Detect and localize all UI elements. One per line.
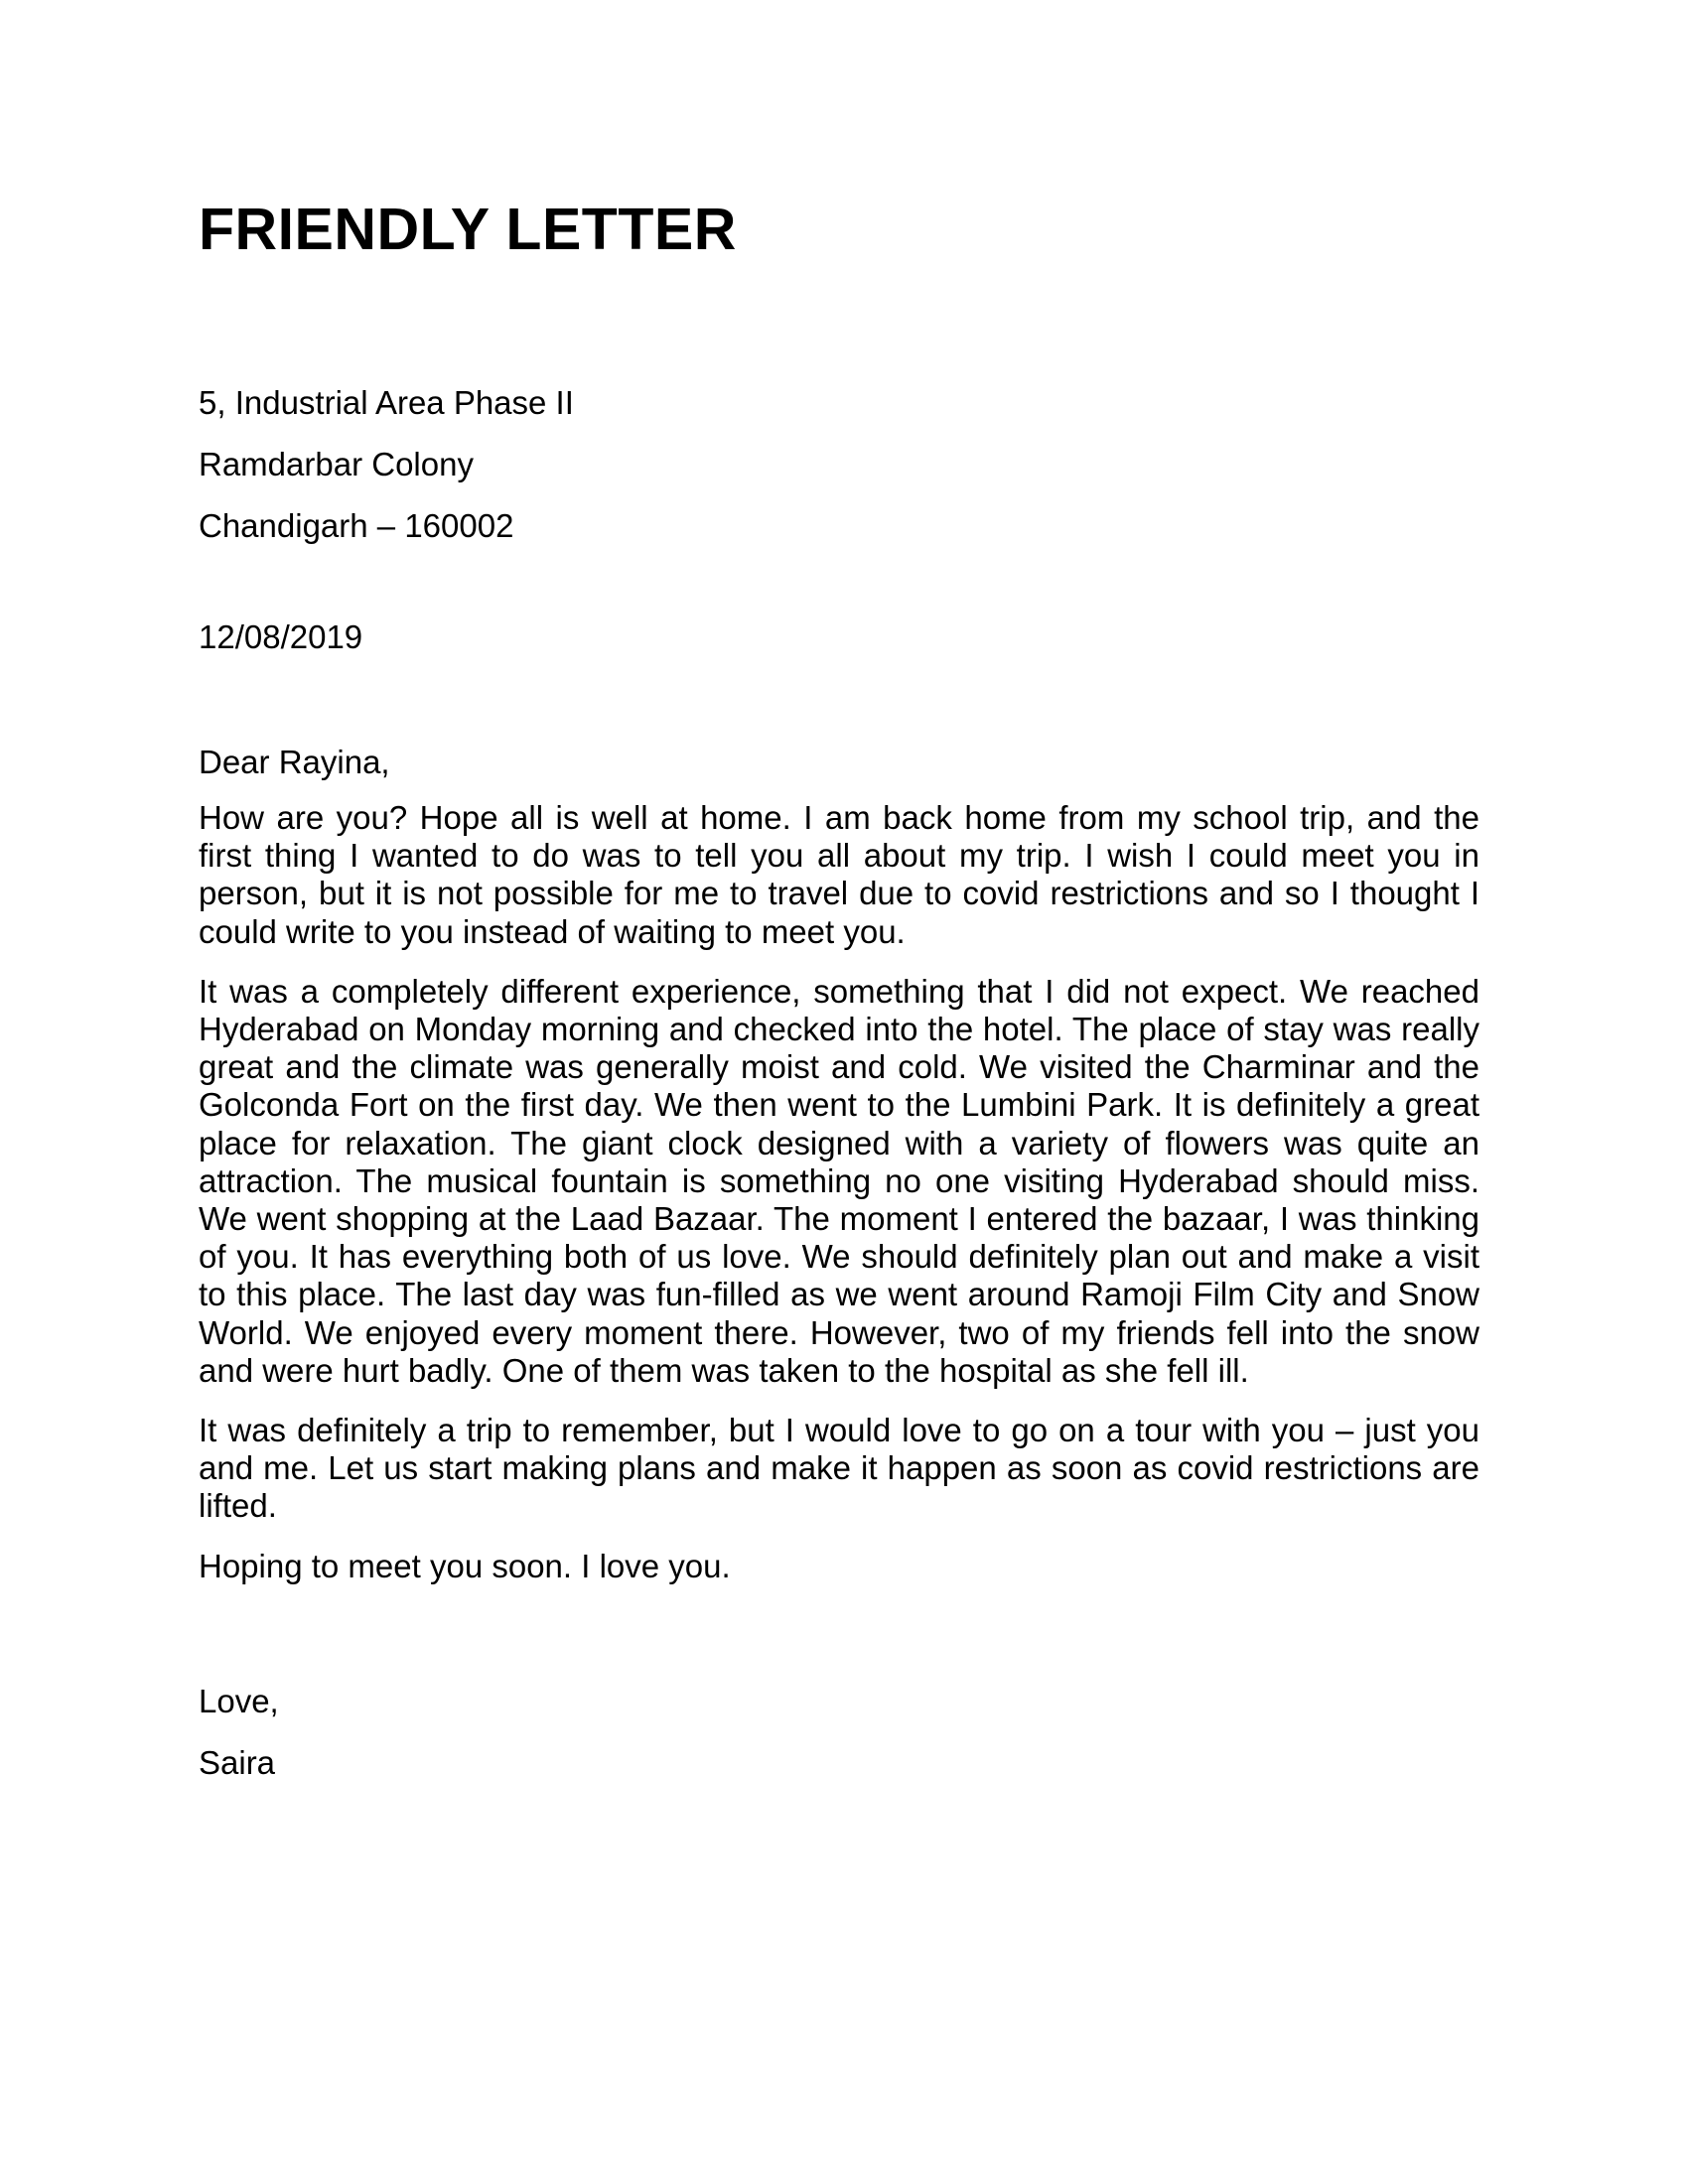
salutation: Dear Rayina, [199,744,390,780]
signature: Saira [199,1744,276,1781]
sender-address [199,372,574,557]
body-paragraph: It was definitely a trip to remember, but I would love to go on a tour with you – just you and me. Let us start making plans and make it happen as soon as covid restrictions are lifted. [199,1412,1479,1525]
closing-phrase: Love, [199,1683,279,1719]
address-line: Ramdarbar Colony [199,446,474,482]
letter-date: 12/08/2019 [199,618,363,655]
body-paragraph: Hoping to meet you soon. I love you. [199,1547,731,1584]
body-paragraph: It was a completely different experience, something that I did not expect. We reached Hyderabad on Monday morning and checked into the hotel. The place of stay was really great and the climate was generally moist and cold. We visited the Charminar and the Golconda Fort on the first day. We then went to the Lumbini Park. It is definitely a great place for relaxation. The giant clock designed with a variety of flowers was quite an attraction. The musical fountain is something no one visiting Hyderabad should miss. We went shopping at the Laad Bazaar. The moment I entered the bazaar, I was thinking of you. It has everything both of us love. We should definitely plan out and make a visit to this place. The last day was fun-filled as we went around Ramoji Film City and Snow World. We enjoyed every moment there. However, two of my friends fell into the snow and were hurt badly. One of them was taken to the hospital as she fell ill. [199,972,1479,1389]
page-title: FRIENDLY LETTER [199,197,737,262]
address-line: Chandigarh – 160002 [199,507,514,544]
address-line: 5, Industrial Area Phase II [199,384,574,421]
letter-closing [199,1671,279,1794]
body-paragraph: How are you? Hope all is well at home. I am back home from my school trip, and the first thing I wanted to do was to tell you all about my trip. I wish I could meet you in person, but it is not possible for me to travel due to covid restrictions and so I thought I could write to you instead of waiting to meet you. [199,799,1479,950]
letter-body [199,799,1479,1607]
